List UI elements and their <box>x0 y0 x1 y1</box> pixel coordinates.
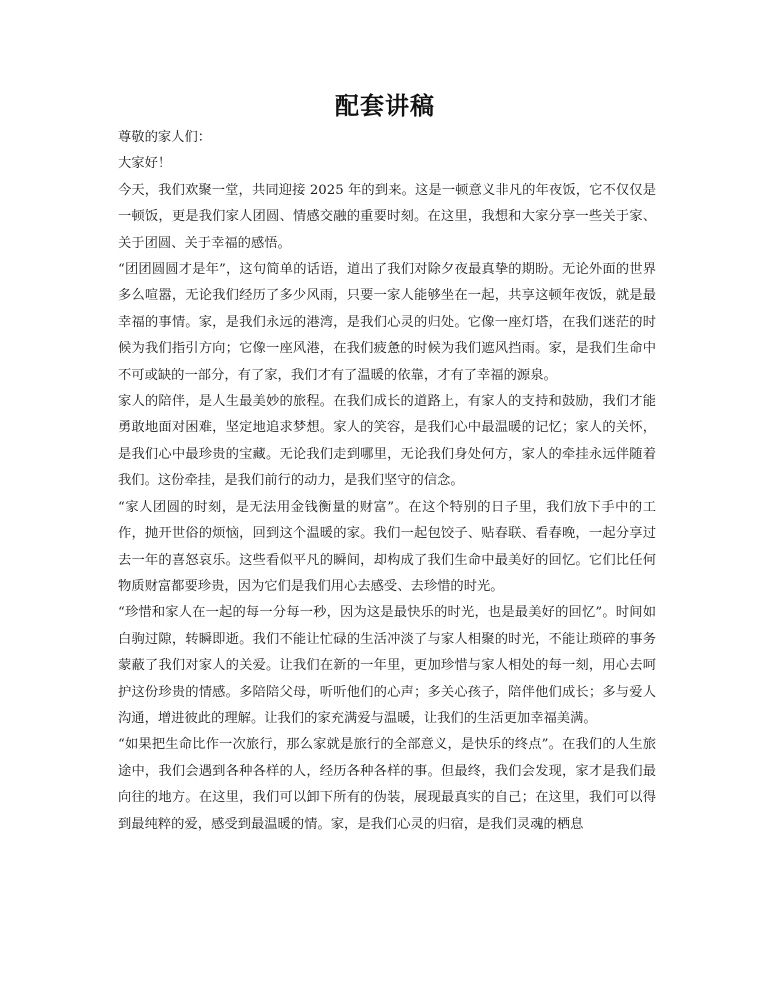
paragraph: 今天，我们欢聚一堂，共同迎接 2025 年的到来。这是一顿意义非凡的年夜饭，它不仅仅是一顿饭，更是我们家人团圆、情感交融的重要时刻。在这里，我想和大家分享一些关于家、关于团圆、关于幸福的感悟。 <box>118 182 656 251</box>
paragraph: “如果把生命比作一次旅行，那么家就是旅行的全部意义，是快乐的终点”。在我们的人生旅途中，我们会遇到各种各样的人，经历各种各样的事。但最终，我们会发现，家才是我们最向往的地方。在这里，我们可以卸下所有的伪装，展现最真实的自己；在这里，我们可以得到最纯粹的爱，感受到最温暖的情。家，是我们心灵的归宿，是我们灵魂的栖息 <box>118 737 656 832</box>
paragraph: 家人的陪伴，是人生最美妙的旅程。在我们成长的道路上，有家人的支持和鼓励，我们才能勇敢地面对困难，坚定地追求梦想。家人的笑容，是我们心中最温暖的记忆；家人的关怀，是我们心中最珍贵的宝藏。无论我们走到哪里，无论我们身处何方，家人的牵挂永远伴随着我们。这份牵挂，是我们前行的动力，是我们坚守的信念。 <box>118 394 656 489</box>
page-title: 配套讲稿 <box>335 91 435 120</box>
paragraph: “团团圆圆才是年”，这句简单的话语，道出了我们对除夕夜最真挚的期盼。无论外面的世界多么喧嚣，无论我们经历了多少风雨，只要一家人能够坐在一起，共享这顿年夜饭，就是最幸福的事情。家，是我们永远的港湾，是我们心灵的归处。它像一座灯塔，在我们迷茫的时候为我们指引方向；它像一座风港，在我们疲惫的时候为我们遮风挡雨。家，是我们生命中不可或缺的一部分，有了家，我们才有了温暖的依靠，才有了幸福的源泉。 <box>118 262 656 383</box>
hello-line: 大家好！ <box>118 156 172 172</box>
paragraph: “家人团圆的时刻，是无法用金钱衡量的财富”。在这个特别的日子里，我们放下手中的工作，抛开世俗的烦恼，回到这个温暖的家。我们一起包饺子、贴春联、看春晚，一起分享过去一年的喜怒哀乐。这些看似平凡的瞬间，却构成了我们生命中最美好的回忆。它们比任何物质财富都要珍贵，因为它们是我们用心去感受、去珍惜的时光。 <box>118 499 656 594</box>
speech-body <box>118 125 656 838</box>
paragraph: “珍惜和家人在一起的每一分每一秒，因为这是最快乐的时光，也是最美好的回忆”。时间如白驹过隙，转瞬即逝。我们不能让忙碌的生活冲淡了与家人相聚的时光，不能让琐碎的事务蒙蔽了我们对家人的关爱。让我们在新的一年里，更加珍惜与家人相处的每一刻，用心去呵护这份珍贵的情感。多陪陪父母，听听他们的心声；多关心孩子，陪伴他们成长；多与爱人沟通，增进彼此的理解。让我们的家充满爱与温暖，让我们的生活更加幸福美满。 <box>118 605 656 726</box>
greeting-line: 尊敬的家人们： <box>118 130 212 145</box>
